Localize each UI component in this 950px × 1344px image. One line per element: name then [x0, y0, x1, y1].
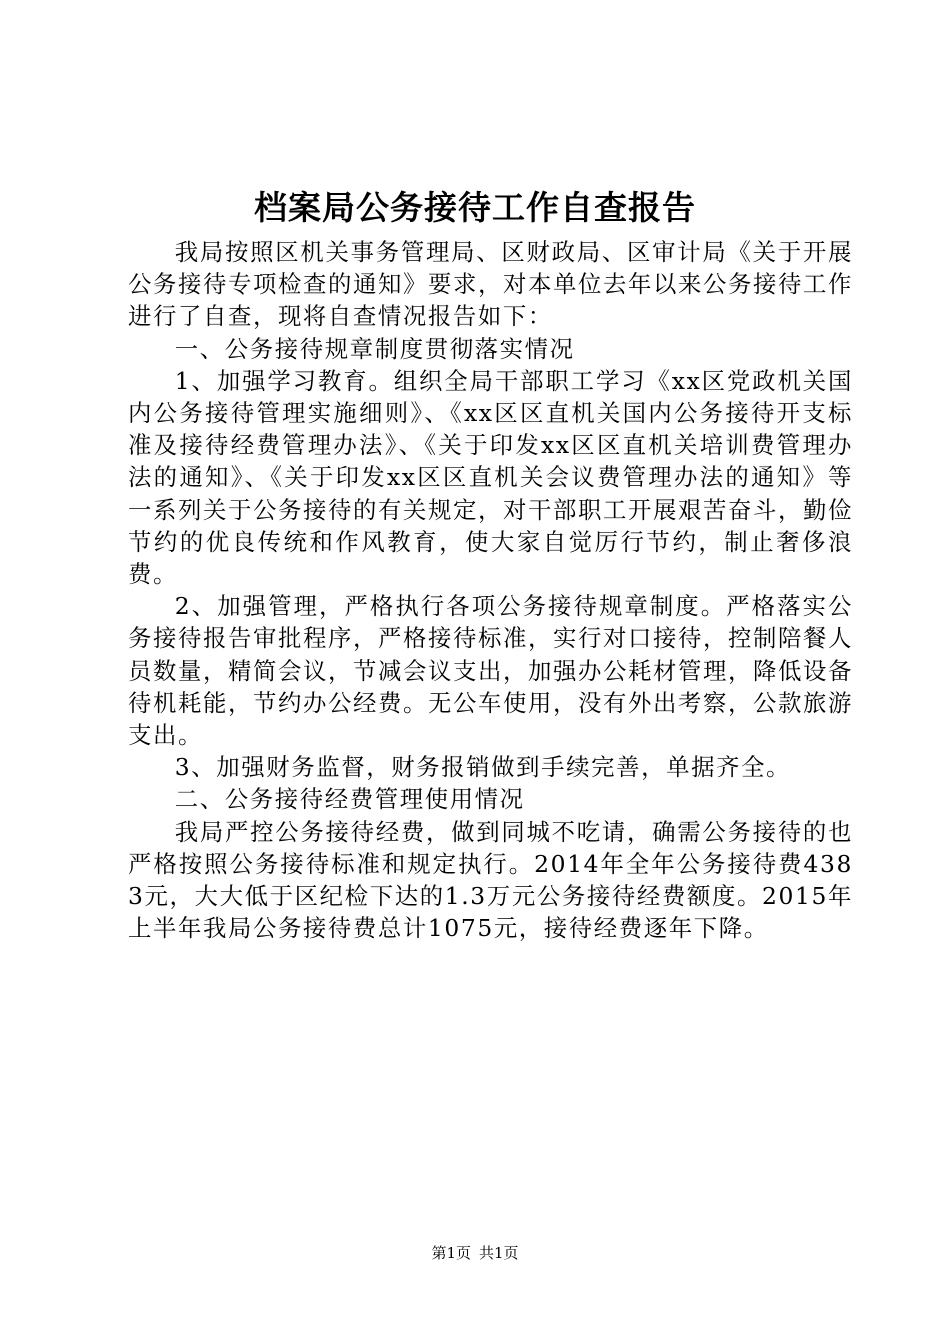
list-item-2: 2、加强管理，严格执行各项公务接待规章制度。严格落实公务接待报告审批程序，严格接待标准，实行对口接待，控制陪餐人员数量，精简会议，节减会议支出，加强办公耗材管理，降低设备待机耗能，节约办公经费。无公车使用，没有外出考察，公款旅游支出。 [128, 592, 853, 750]
document-title: 档案局公务接待工作自查报告 [254, 188, 696, 227]
page-footer [0, 1243, 950, 1263]
section-heading-1: 一、公务接待规章制度贯彻落实情况 [174, 334, 575, 363]
page-number: 第1页 [431, 1244, 471, 1262]
list-item-3: 3、加强财务监督，财务报销做到手续完善，单据齐全。 [174, 753, 792, 782]
intro-paragraph: 我局按照区机关事务管理局、区财政局、区审计局《关于开展公务接待专项检查的通知》要求，对本单位去年以来公务接待工作进行了自查，现将自查情况报告如下： [128, 238, 853, 331]
list-item-1: 1、加强学习教育。组织全局干部职工学习《xx区党政机关国内公务接待管理实施细则》、《xx区区直机关国内公务接待开支标准及接待经费管理办法》、《关于印发xx区区直机关培训费管理办法的通知》、《关于印发xx区区直机关会议费管理办法的通知》等一系列关于公务接待的有关规定，对干部职工开展艰苦奋斗，勤俭节约的优良传统和作风教育，使大家自觉厉行节约，制止奢侈浪费。 [128, 366, 853, 589]
expense-paragraph: 我局严控公务接待经费，做到同城不吃请，确需公务接待的也严格按照公务接待标准和规定执行。2014年全年公务接待费4383元，大大低于区纪检下达的1.3万元公务接待经费额度。2015年上半年我局公务接待费总计1075元，接待经费逐年下降。 [128, 817, 853, 943]
section-heading-2: 二、公务接待经费管理使用情况 [174, 785, 525, 814]
page-total: 共1页 [479, 1244, 519, 1262]
document-body [128, 236, 853, 944]
